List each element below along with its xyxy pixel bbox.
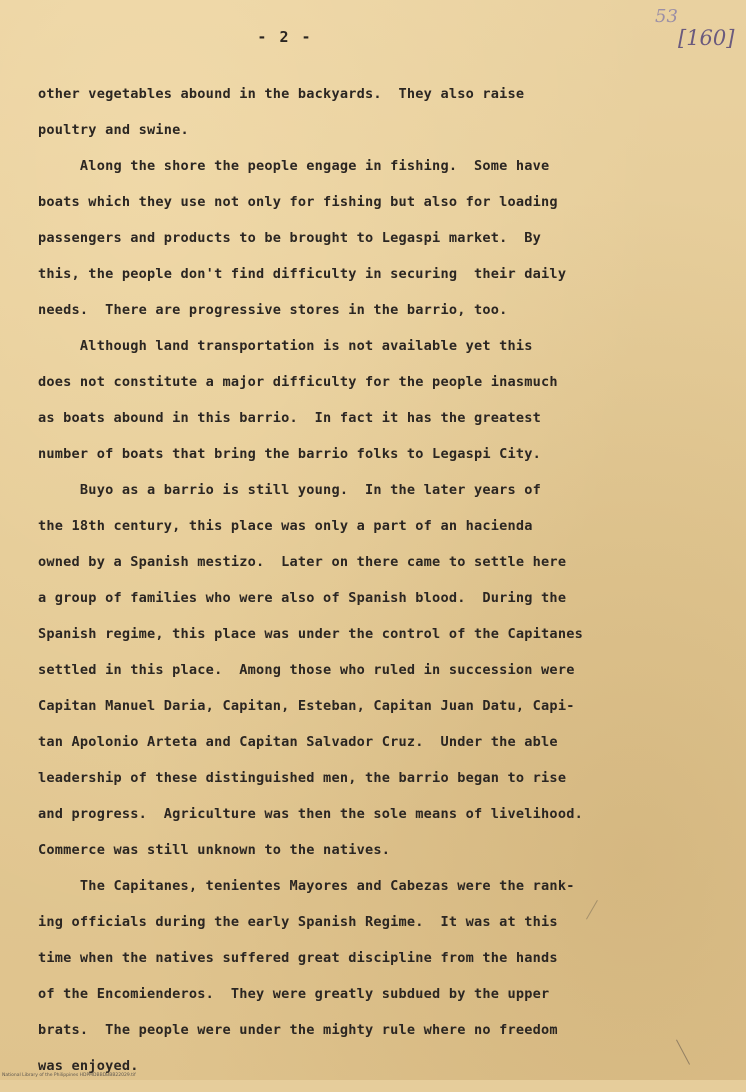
text-line: Commerce was still unknown to the natives. <box>38 842 391 858</box>
text-line: brats. The people were under the mighty rule where no freedom <box>38 1022 558 1038</box>
text-line: the 18th century, this place was only a part of an hacienda <box>38 518 533 534</box>
text-line: needs. There are progressive stores in the barrio, too. <box>38 302 508 318</box>
text-line: ing officials during the early Spanish Regime. It was at this <box>38 914 558 930</box>
text-line: this, the people don't find difficulty in securing their daily <box>38 266 567 282</box>
text-line: other vegetables abound in the backyards. They also raise <box>38 86 525 102</box>
text-line: Capitan Manuel Daria, Capitan, Esteban, Capitan Juan Datu, Capi- <box>38 698 575 714</box>
text-line: Buyo as a barrio is still young. In the later years of <box>38 482 542 498</box>
text-line: boats which they use not only for fishing but also for loading <box>38 194 558 210</box>
text-line: number of boats that bring the barrio folks to Legaspi City. <box>38 446 542 462</box>
text-line: Although land transportation is not available yet this <box>38 338 533 354</box>
text-line: time when the natives suffered great discipline from the hands <box>38 950 558 966</box>
text-line: owned by a Spanish mestizo. Later on there came to settle here <box>38 554 567 570</box>
text-line: a group of families who were also of Spanish blood. During the <box>38 590 567 606</box>
page-number: - 2 - <box>257 28 313 46</box>
text-line: settled in this place. Among those who ruled in succession were <box>38 662 575 678</box>
text-line: tan Apolonio Arteta and Capitan Salvador Cruz. Under the able <box>38 734 558 750</box>
text-line: and progress. Agriculture was then the sole means of livelihood. <box>38 806 583 822</box>
text-line: poultry and swine. <box>38 122 189 138</box>
text-line: of the Encomienderos. They were greatly subdued by the upper <box>38 986 550 1002</box>
text-line: Along the shore the people engage in fishing. Some have <box>38 158 550 174</box>
text-line: as boats abound in this barrio. In fact it has the greatest <box>38 410 542 426</box>
scan-footer: National Library of the Philippines HDPMDBBDBBB22029.tif <box>2 1073 136 1078</box>
handwritten-bracket-annotation: [160] <box>678 26 735 50</box>
body-text <box>38 84 728 1092</box>
text-line: leadership of these distinguished men, the barrio began to rise <box>38 770 567 786</box>
text-line: Spanish regime, this place was under the control of the Capitanes <box>38 626 583 642</box>
text-line: was enjoyed. <box>38 1058 139 1074</box>
text-line: The Capitanes, tenientes Mayores and Cabezas were the rank- <box>38 878 575 894</box>
text-line: does not constitute a major difficulty for the people inasmuch <box>38 374 558 390</box>
text-line: passengers and products to be brought to Legaspi market. By <box>38 230 542 246</box>
handwritten-page-annotation: 53 <box>655 6 678 27</box>
